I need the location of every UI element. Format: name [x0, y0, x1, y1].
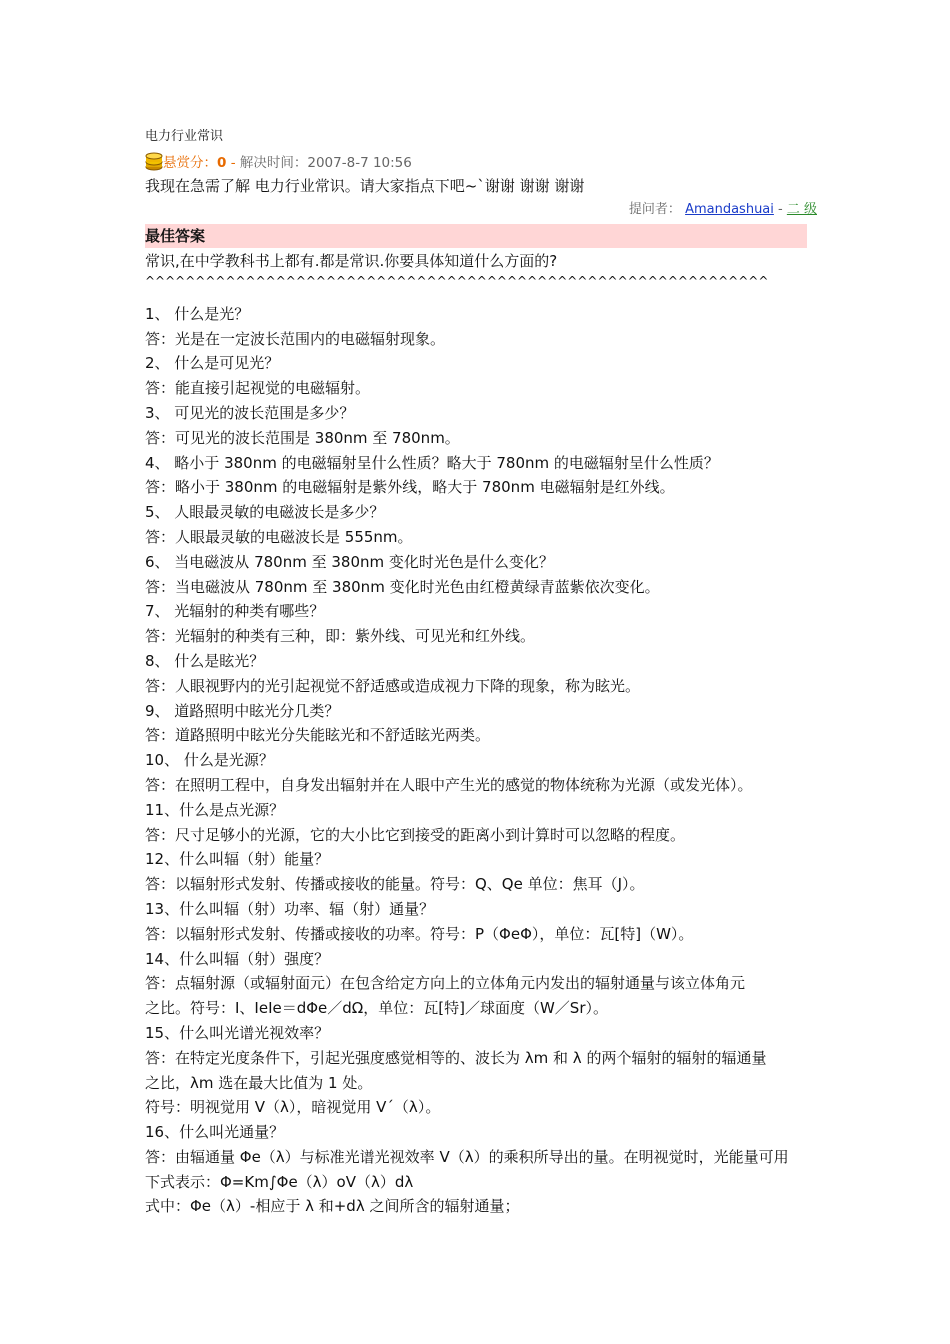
answer-line: 答：由辐通量 Φe（λ）与标准光谱光视效率 V（λ）的乘积所导出的量。在明视觉时，光能量可用 — [145, 1147, 789, 1166]
answer-body — [145, 249, 807, 1219]
answer-line: 8、 什么是眩光？ — [145, 651, 265, 670]
asker-label: 提问者： — [628, 202, 681, 217]
answer-line: 1、 什么是光？ — [145, 304, 250, 323]
answer-line: 答：光是在一定波长范围内的电磁辐射现象。 — [145, 329, 446, 348]
answer-line: 答：可见光的波长范围是 380nm 至 780nm。 — [145, 428, 460, 447]
reward-value: 0 — [217, 155, 227, 171]
asker-info — [629, 201, 817, 219]
resolved-label: 解决时间： — [239, 155, 308, 171]
reward-label: 悬赏分： — [163, 155, 217, 171]
answer-line: 答：在特定光度条件下，引起光强度感觉相等的、波长为 λm 和 λ 的两个辐射的辐射的辐通量 — [145, 1048, 767, 1067]
answer-line: 答：道路照明中眩光分失能眩光和不舒适眩光两类。 — [145, 726, 491, 745]
answer-line: 11、什么是点光源？ — [145, 800, 285, 819]
answer-line: 之比。符号：I、IeIe＝dΦe／dΩ，单位：瓦[特]／球面度（W／Sr）。 — [145, 999, 608, 1018]
meta-separator: - — [226, 155, 240, 171]
answer-line: 之比，λm 选在最大比值为 1 处。 — [145, 1073, 373, 1092]
answer-line: 12、什么叫辐（射）能量？ — [145, 850, 330, 869]
answer-line: 答：人眼视野内的光引起视觉不舒适感或造成视力下降的现象，称为眩光。 — [145, 676, 641, 695]
answer-line: 答：在照明工程中，自身发出辐射并在人眼中产生光的感觉的物体统称为光源（或发光体）。 — [145, 775, 753, 794]
answer-line: 3、 可见光的波长范围是多少？ — [145, 403, 355, 422]
answer-line: 式中：Φe（λ）-相应于 λ 和+dλ 之间所含的辐射通量； — [145, 1197, 520, 1216]
answer-line: 15、什么叫光谱光视效率？ — [145, 1023, 330, 1042]
answer-line: 16、什么叫光通量？ — [145, 1123, 285, 1142]
page-title: 电力行业常识 — [145, 129, 224, 144]
asker-name-link[interactable]: Amandashuai — [685, 202, 774, 217]
answer-line: 4、 略小于 380nm 的电磁辐射呈什么性质？略大于 780nm 的电磁辐射呈什么性质？ — [145, 453, 719, 472]
answer-line: 答：以辐射形式发射、传播或接收的能量。符号：Q、Qe 单位：焦耳（J）。 — [145, 875, 645, 894]
answer-line: 符号：明视觉用 V（λ），暗视觉用 V´（λ）。 — [145, 1098, 441, 1117]
resolved-time: 2007-8-7 10:56 — [307, 155, 412, 171]
asker-separator: - — [773, 202, 787, 217]
best-answer-title: 最佳答案 — [145, 227, 206, 245]
answer-intro: 常识,在中学教科书上都有.都是常识.你要具体知道什么方面的? — [145, 252, 558, 270]
answer-line: 7、 光辐射的种类有哪些？ — [145, 602, 325, 621]
asker-level-link[interactable]: 二 级 — [786, 202, 817, 217]
answer-line: 答：尺寸足够小的光源，它的大小比它到接受的距离小到计算时可以忽略的程度。 — [145, 825, 686, 844]
answer-line: 2、 什么是可见光？ — [145, 354, 280, 373]
best-answer-header — [145, 224, 807, 248]
answer-line: 答：能直接引起视觉的电磁辐射。 — [145, 379, 371, 398]
gold-coins-icon — [145, 151, 163, 171]
answer-line: 答：略小于 380nm 的电磁辐射是紫外线，略大于 780nm 电磁辐射是红外线。 — [145, 478, 675, 497]
answer-line: 答：光辐射的种类有三种，即：紫外线、可见光和红外线。 — [145, 627, 536, 646]
answer-line: 14、什么叫辐（射）强度？ — [145, 949, 330, 968]
answer-line: 10、 什么是光源？ — [145, 751, 274, 770]
answer-line: 9、 道路照明中眩光分几类？ — [145, 701, 340, 720]
question-text: 我现在急需了解 电力行业常识。请大家指点下吧~`谢谢 谢谢 谢谢 — [145, 177, 585, 195]
answer-divider: ^^^^^^^^^^^^^^^^^^^^^^^^^^^^^^^^^^^^^^^^^^^^^^^^^^^^^^^^^^^^^^ — [145, 273, 769, 288]
question-meta — [145, 151, 412, 173]
answer-line: 下式表示：Φ=Km∫Φe（λ）oV（λ）dλ — [145, 1172, 414, 1191]
answer-line: 6、 当电磁波从 780nm 至 380nm 变化时光色是什么变化？ — [145, 552, 554, 571]
answer-line: 答：点辐射源（或辐射面元）在包含给定方向上的立体角元内发出的辐射通量与该立体角元 — [145, 974, 746, 993]
answer-line: 5、 人眼最灵敏的电磁波长是多少？ — [145, 503, 385, 522]
answer-line: 答：人眼最灵敏的电磁波长是 555nm。 — [145, 527, 413, 546]
answer-line: 13、什么叫辐（射）功率、辐（射）通量？ — [145, 899, 435, 918]
answer-line: 答：当电磁波从 780nm 至 380nm 变化时光色由红橙黄绿青蓝紫依次变化。 — [145, 577, 660, 596]
answer-line: 答：以辐射形式发射、传播或接收的功率。符号：P（ΦeΦ），单位：瓦[特]（W）。 — [145, 924, 694, 943]
answer-lines — [145, 302, 807, 1219]
